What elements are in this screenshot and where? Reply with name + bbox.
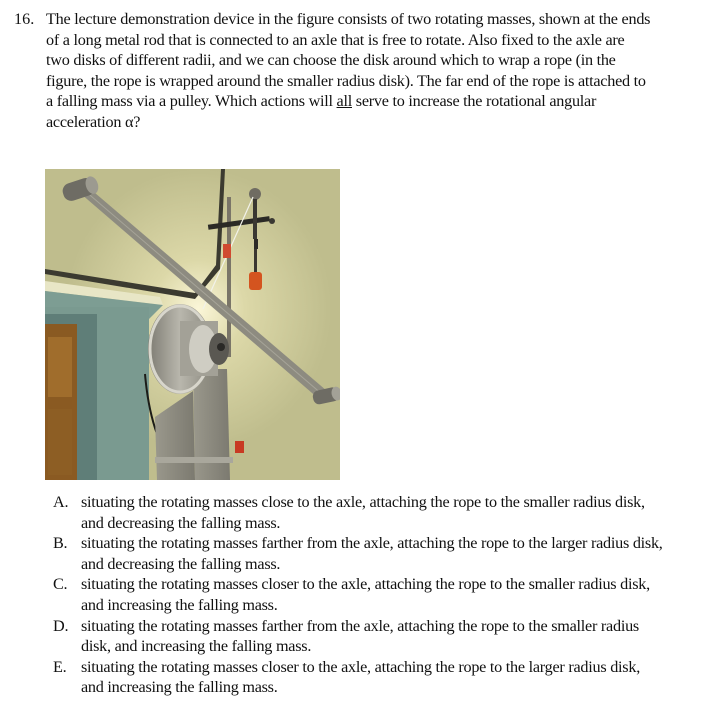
choice-letter: C. — [53, 575, 68, 594]
choice-letter: D. — [53, 616, 69, 635]
choice-letter: E. — [53, 657, 67, 676]
question-line: two disks of different radii, and we can choose the disk around which to wrap a rope (in the — [46, 51, 616, 70]
choice-e[interactable] — [53, 657, 723, 698]
choice-d[interactable] — [53, 616, 723, 657]
choice-text: and decreasing the falling mass. — [81, 554, 281, 573]
question-text-segment: serve to increase the rotational angular — [351, 92, 597, 111]
question-line: figure, the rope is wrapped around the smaller radius disk). The far end of the rope is attached to — [46, 71, 646, 90]
choice-text: situating the rotating masses closer to the axle, attaching the rope to the larger radius disk, — [81, 657, 640, 676]
choice-letter: B. — [53, 534, 68, 553]
choice-text: situating the rotating masses closer to the axle, attaching the rope to the smaller radius disk, — [81, 575, 650, 594]
question-line: acceleration α? — [46, 112, 141, 131]
answer-choices — [53, 492, 723, 698]
question-line: of a long metal rod that is connected to an axle that is free to rotate. Also fixed to the axle are — [46, 30, 625, 49]
question-text-segment: a falling mass via a pulley. Which actions will — [46, 92, 337, 111]
choice-text: and increasing the falling mass. — [81, 678, 278, 697]
choice-c[interactable] — [53, 574, 723, 615]
choice-text: and increasing the falling mass. — [81, 595, 278, 614]
apparatus-photo — [45, 169, 340, 480]
emphasis-all: all — [336, 92, 352, 111]
question-block — [14, 9, 714, 133]
question-number: 16. — [14, 10, 35, 28]
choice-text: situating the rotating masses farther from the axle, attaching the rope to the larger radius disk, — [81, 534, 663, 553]
choice-text: disk, and increasing the falling mass. — [81, 637, 312, 656]
question-line: The lecture demonstration device in the figure consists of two rotating masses, shown at the ends — [46, 10, 651, 28]
question-text — [46, 9, 714, 133]
question-line — [46, 91, 714, 112]
choice-text: situating the rotating masses close to the axle, attaching the rope to the smaller radius disk, — [81, 493, 645, 511]
choice-a[interactable] — [53, 492, 723, 533]
choice-text: and decreasing the falling mass. — [81, 513, 281, 532]
choice-text: situating the rotating masses farther from the axle, attaching the rope to the smaller radius — [81, 616, 639, 635]
choice-b[interactable] — [53, 533, 723, 574]
choice-letter: A. — [53, 493, 69, 511]
